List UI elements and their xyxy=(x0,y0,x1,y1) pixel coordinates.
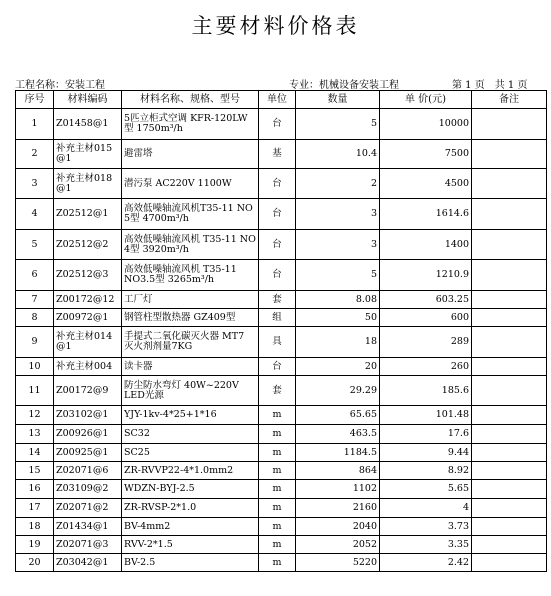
row-name: 高效低噪轴流风机T35-11 NO 5型 4700m³/h xyxy=(122,199,259,230)
row-code: Z03102@1 xyxy=(54,406,122,425)
row-name: BV-2.5 xyxy=(122,554,259,572)
row-no: 18 xyxy=(16,518,54,536)
row-unit: m xyxy=(259,499,296,518)
row-note xyxy=(472,140,547,169)
row-code: Z02512@1 xyxy=(54,199,122,230)
row-name: 钢管柱型散热器 GZ409型 xyxy=(122,309,259,327)
row-name: SC25 xyxy=(122,444,259,462)
row-price: 2.42 xyxy=(380,554,472,572)
row-note xyxy=(472,260,547,291)
row-price: 1614.6 xyxy=(380,199,472,230)
row-qty: 1184.5 xyxy=(296,444,380,462)
row-price: 9.44 xyxy=(380,444,472,462)
row-code: Z03042@1 xyxy=(54,554,122,572)
row-qty: 2052 xyxy=(296,536,380,554)
table-row xyxy=(16,309,547,327)
row-no: 11 xyxy=(16,376,54,406)
row-price: 260 xyxy=(380,358,472,376)
row-price: 4 xyxy=(380,499,472,518)
col-header-code: 材料编码 xyxy=(54,91,122,109)
row-note xyxy=(472,518,547,536)
row-code: Z01458@1 xyxy=(54,109,122,140)
row-price: 10000 xyxy=(380,109,472,140)
row-unit: 台 xyxy=(259,199,296,230)
row-name: ZR-RVVP22-4*1.0mm2 xyxy=(122,462,259,480)
row-code: Z02071@6 xyxy=(54,462,122,480)
row-price: 185.6 xyxy=(380,376,472,406)
table-row xyxy=(16,518,547,536)
table-row xyxy=(16,499,547,518)
col-header-qty: 数量 xyxy=(296,91,380,109)
row-code: Z02071@2 xyxy=(54,499,122,518)
row-code: Z02512@3 xyxy=(54,260,122,291)
row-qty: 2040 xyxy=(296,518,380,536)
row-qty: 8.08 xyxy=(296,291,380,309)
table-row xyxy=(16,291,547,309)
row-code: 补充主材015@1 xyxy=(54,140,122,169)
row-qty: 5 xyxy=(296,109,380,140)
table-row xyxy=(16,169,547,199)
row-no: 1 xyxy=(16,109,54,140)
table-row xyxy=(16,260,547,291)
row-price: 4500 xyxy=(380,169,472,199)
row-note xyxy=(472,376,547,406)
row-code: Z02071@3 xyxy=(54,536,122,554)
table-row xyxy=(16,230,547,260)
row-name: YJY-1kv-4*25+1*16 xyxy=(122,406,259,425)
row-no: 15 xyxy=(16,462,54,480)
row-no: 6 xyxy=(16,260,54,291)
row-qty: 10.4 xyxy=(296,140,380,169)
table-header-row xyxy=(16,91,547,109)
table-row xyxy=(16,406,547,425)
row-unit: m xyxy=(259,536,296,554)
row-code: 补充主材018@1 xyxy=(54,169,122,199)
row-note xyxy=(472,499,547,518)
row-no: 4 xyxy=(16,199,54,230)
row-unit: 台 xyxy=(259,109,296,140)
row-unit: m xyxy=(259,518,296,536)
row-name: ZR-RVSP-2*1.0 xyxy=(122,499,259,518)
row-price: 101.48 xyxy=(380,406,472,425)
row-unit: 套 xyxy=(259,376,296,406)
page-title: 主要材料价格表 xyxy=(191,14,360,38)
row-code: Z03109@2 xyxy=(54,480,122,499)
col-header-note: 备注 xyxy=(472,91,547,109)
row-price: 17.6 xyxy=(380,425,472,444)
row-unit: 具 xyxy=(259,327,296,358)
col-header-price: 单 价(元) xyxy=(380,91,472,109)
row-name: 高效低噪轴流风机 T35-11 NO 4型 3920m³/h xyxy=(122,230,259,260)
row-name: 工厂灯 xyxy=(122,291,259,309)
col-header-name: 材料名称、规格、型号 xyxy=(122,91,259,109)
row-code: Z00172@12 xyxy=(54,291,122,309)
row-unit: 组 xyxy=(259,309,296,327)
materials-price-table xyxy=(15,90,547,572)
row-note xyxy=(472,109,547,140)
row-note xyxy=(472,554,547,572)
row-qty: 463.5 xyxy=(296,425,380,444)
row-note xyxy=(472,169,547,199)
table-row xyxy=(16,327,547,358)
row-unit: 台 xyxy=(259,230,296,260)
table-row xyxy=(16,444,547,462)
row-no: 13 xyxy=(16,425,54,444)
row-note xyxy=(472,462,547,480)
col-header-no: 序号 xyxy=(16,91,54,109)
row-note xyxy=(472,199,547,230)
row-name: RVV-2*1.5 xyxy=(122,536,259,554)
row-no: 20 xyxy=(16,554,54,572)
table-row xyxy=(16,462,547,480)
row-note xyxy=(472,327,547,358)
table-row xyxy=(16,425,547,444)
row-unit: 套 xyxy=(259,291,296,309)
row-code: 补充主材004 xyxy=(54,358,122,376)
row-qty: 5220 xyxy=(296,554,380,572)
row-price: 3.35 xyxy=(380,536,472,554)
row-qty: 29.29 xyxy=(296,376,380,406)
row-note xyxy=(472,230,547,260)
row-no: 3 xyxy=(16,169,54,199)
row-note xyxy=(472,291,547,309)
row-qty: 2160 xyxy=(296,499,380,518)
row-code: Z00926@1 xyxy=(54,425,122,444)
row-unit: 基 xyxy=(259,140,296,169)
row-note xyxy=(472,444,547,462)
row-qty: 50 xyxy=(296,309,380,327)
row-name: 手提式二氧化碳灭火器 MT7 灭火剂剂量7KG xyxy=(122,327,259,358)
row-qty: 1102 xyxy=(296,480,380,499)
table-row xyxy=(16,554,547,572)
row-qty: 2 xyxy=(296,169,380,199)
specialty-name: 专业：机械设备安装工程 xyxy=(289,80,399,91)
row-code: 补充主材014@1 xyxy=(54,327,122,358)
row-price: 3.73 xyxy=(380,518,472,536)
row-qty: 5 xyxy=(296,260,380,291)
row-unit: m xyxy=(259,425,296,444)
row-unit: 台 xyxy=(259,260,296,291)
table-row xyxy=(16,536,547,554)
table-row xyxy=(16,358,547,376)
row-qty: 864 xyxy=(296,462,380,480)
row-code: Z00925@1 xyxy=(54,444,122,462)
row-price: 1210.9 xyxy=(380,260,472,291)
row-name: SC32 xyxy=(122,425,259,444)
row-name: 防尘防水弯灯 40W~220V LED光源 xyxy=(122,376,259,406)
row-note xyxy=(472,480,547,499)
row-code: Z00172@9 xyxy=(54,376,122,406)
row-name: 5匹立柜式空调 KFR-120LW型 1750m³/h xyxy=(122,109,259,140)
row-no: 9 xyxy=(16,327,54,358)
row-name: 避雷塔 xyxy=(122,140,259,169)
row-note xyxy=(472,309,547,327)
row-price: 289 xyxy=(380,327,472,358)
row-no: 19 xyxy=(16,536,54,554)
row-price: 1400 xyxy=(380,230,472,260)
row-unit: m xyxy=(259,406,296,425)
row-note xyxy=(472,536,547,554)
row-unit: m xyxy=(259,554,296,572)
row-no: 2 xyxy=(16,140,54,169)
row-name: 读卡器 xyxy=(122,358,259,376)
table-row xyxy=(16,376,547,406)
row-name: 潜污泵 AC220V 1100W xyxy=(122,169,259,199)
row-qty: 18 xyxy=(296,327,380,358)
row-code: Z02512@2 xyxy=(54,230,122,260)
row-price: 600 xyxy=(380,309,472,327)
row-note xyxy=(472,406,547,425)
row-no: 8 xyxy=(16,309,54,327)
row-unit: 台 xyxy=(259,169,296,199)
row-qty: 3 xyxy=(296,199,380,230)
row-no: 14 xyxy=(16,444,54,462)
row-qty: 20 xyxy=(296,358,380,376)
row-name: BV-4mm2 xyxy=(122,518,259,536)
row-code: Z00972@1 xyxy=(54,309,122,327)
row-no: 17 xyxy=(16,499,54,518)
row-price: 7500 xyxy=(380,140,472,169)
row-unit: m xyxy=(259,462,296,480)
row-no: 10 xyxy=(16,358,54,376)
table-row xyxy=(16,140,547,169)
page-indicator: 第 1 页 共 1 页 xyxy=(452,80,528,91)
table-row xyxy=(16,480,547,499)
row-name: 高效低噪轴流风机 T35-11 NO3.5型 3265m³/h xyxy=(122,260,259,291)
row-note xyxy=(472,358,547,376)
row-no: 16 xyxy=(16,480,54,499)
row-unit: m xyxy=(259,444,296,462)
row-no: 5 xyxy=(16,230,54,260)
row-no: 12 xyxy=(16,406,54,425)
row-price: 8.92 xyxy=(380,462,472,480)
row-qty: 3 xyxy=(296,230,380,260)
row-qty: 65.65 xyxy=(296,406,380,425)
row-unit: m xyxy=(259,480,296,499)
row-price: 603.25 xyxy=(380,291,472,309)
row-code: Z01434@1 xyxy=(54,518,122,536)
project-name: 工程名称：安装工程 xyxy=(15,80,105,91)
col-header-unit: 单位 xyxy=(259,91,296,109)
table-row xyxy=(16,109,547,140)
row-no: 7 xyxy=(16,291,54,309)
table-row xyxy=(16,199,547,230)
row-note xyxy=(472,425,547,444)
row-unit: 台 xyxy=(259,358,296,376)
row-price: 5.65 xyxy=(380,480,472,499)
row-name: WDZN-BYJ-2.5 xyxy=(122,480,259,499)
